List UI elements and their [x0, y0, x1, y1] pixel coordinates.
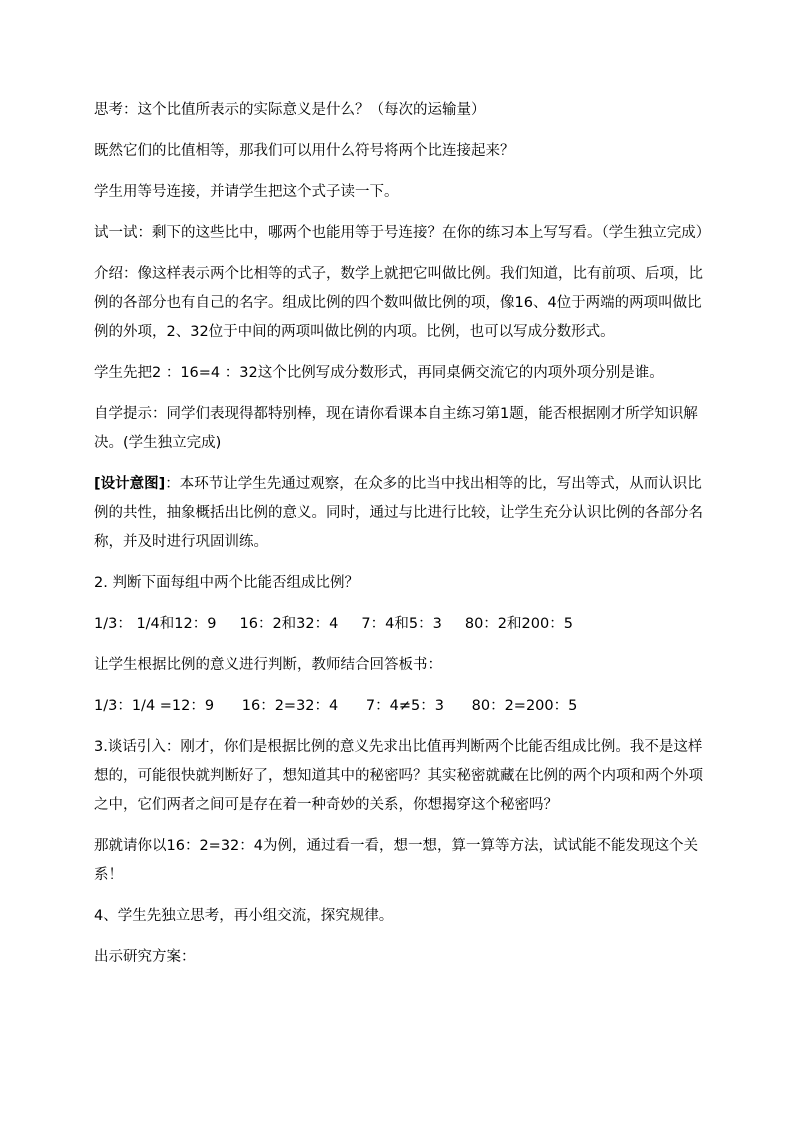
design-intent-label: [设计意图]	[94, 476, 166, 492]
paragraph-example: 那就请你以16：2=32：4为例，通过看一看，想一想，算一算等方法，试试能不能发现这个关系！	[94, 838, 698, 883]
paragraph-introduction: 介绍：像这样表示两个比相等的式子，数学上就把它叫做比例。我们知道，比有前项、后项，比例的各部分也有自己的名字。组成比例的四个数叫做比例的项，像16、4位于两端的两项叫做比例的外项，2、32位于中间的两项叫做比例的内项。比例，也可以写成分数形式。	[94, 266, 703, 340]
paragraph-judge-heading: 2. 判断下面每组中两个比能否组成比例？	[94, 575, 359, 591]
paragraph-fraction-form: 学生先把2 ：16=4 ：32这个比例写成分数形式，再同桌俩交流它的内项外项分别是谁。	[94, 365, 664, 381]
design-intent-text: ：本环节让学生先通过观察，在众多的比当中找出相等的比，写出等式，从而认识比例的共性，抽象概括出比例的意义。同时，通过与比进行比较，让学生充分认识比例的各部分名称，并及时进行巩固训练。	[94, 476, 703, 550]
paragraph-plan: 出示研究方案：	[94, 949, 196, 965]
paragraph-secret: 3.谈话引入：刚才，你们是根据比例的意义先求出比值再判断两个比能否组成比例。我不是这样想的，可能很快就判断好了，想知道其中的秘密吗？其实秘密就藏在比例的两个内项和两个外项之中，它们两者之间可是存在着一种奇妙的关系，你想揭穿这个秘密吗？	[94, 739, 703, 813]
paragraph-ratio-results: 1/3：1/4 =12：9 16：2=32：4 7：4≠5：3 80：2=200：5	[94, 698, 578, 714]
paragraph-ratio-groups: 1/3： 1/4和12：9 16：2和32：4 7：4和5：3 80：2和200：5	[94, 616, 573, 632]
paragraph-group-work: 4、学生先独立思考，再小组交流，探究规律。	[94, 908, 394, 924]
paragraph-equal-sign: 学生用等号连接，并请学生把这个式子读一下。	[94, 184, 399, 200]
paragraph-design-intent	[94, 470, 706, 557]
paragraph-thinking: 思考：这个比值所表示的实际意义是什么？（每次的运输量）	[94, 102, 486, 118]
document-body	[94, 96, 711, 984]
paragraph-question: 既然它们的比值相等，那我们可以用什么符号将两个比连接起来？	[94, 143, 515, 159]
paragraph-blackboard: 让学生根据比例的意义进行判断，教师结合回答板书：	[94, 657, 442, 673]
paragraph-try: 试一试：剩下的这些比中，哪两个也能用等于号连接？在你的练习本上写写看。（学生独立完成）	[94, 225, 711, 241]
paragraph-self-study: 自学提示：同学们表现得都特别棒，现在请你看课本自主练习第1题，能否根据刚才所学知识解决。(学生独立完成)	[94, 406, 698, 451]
